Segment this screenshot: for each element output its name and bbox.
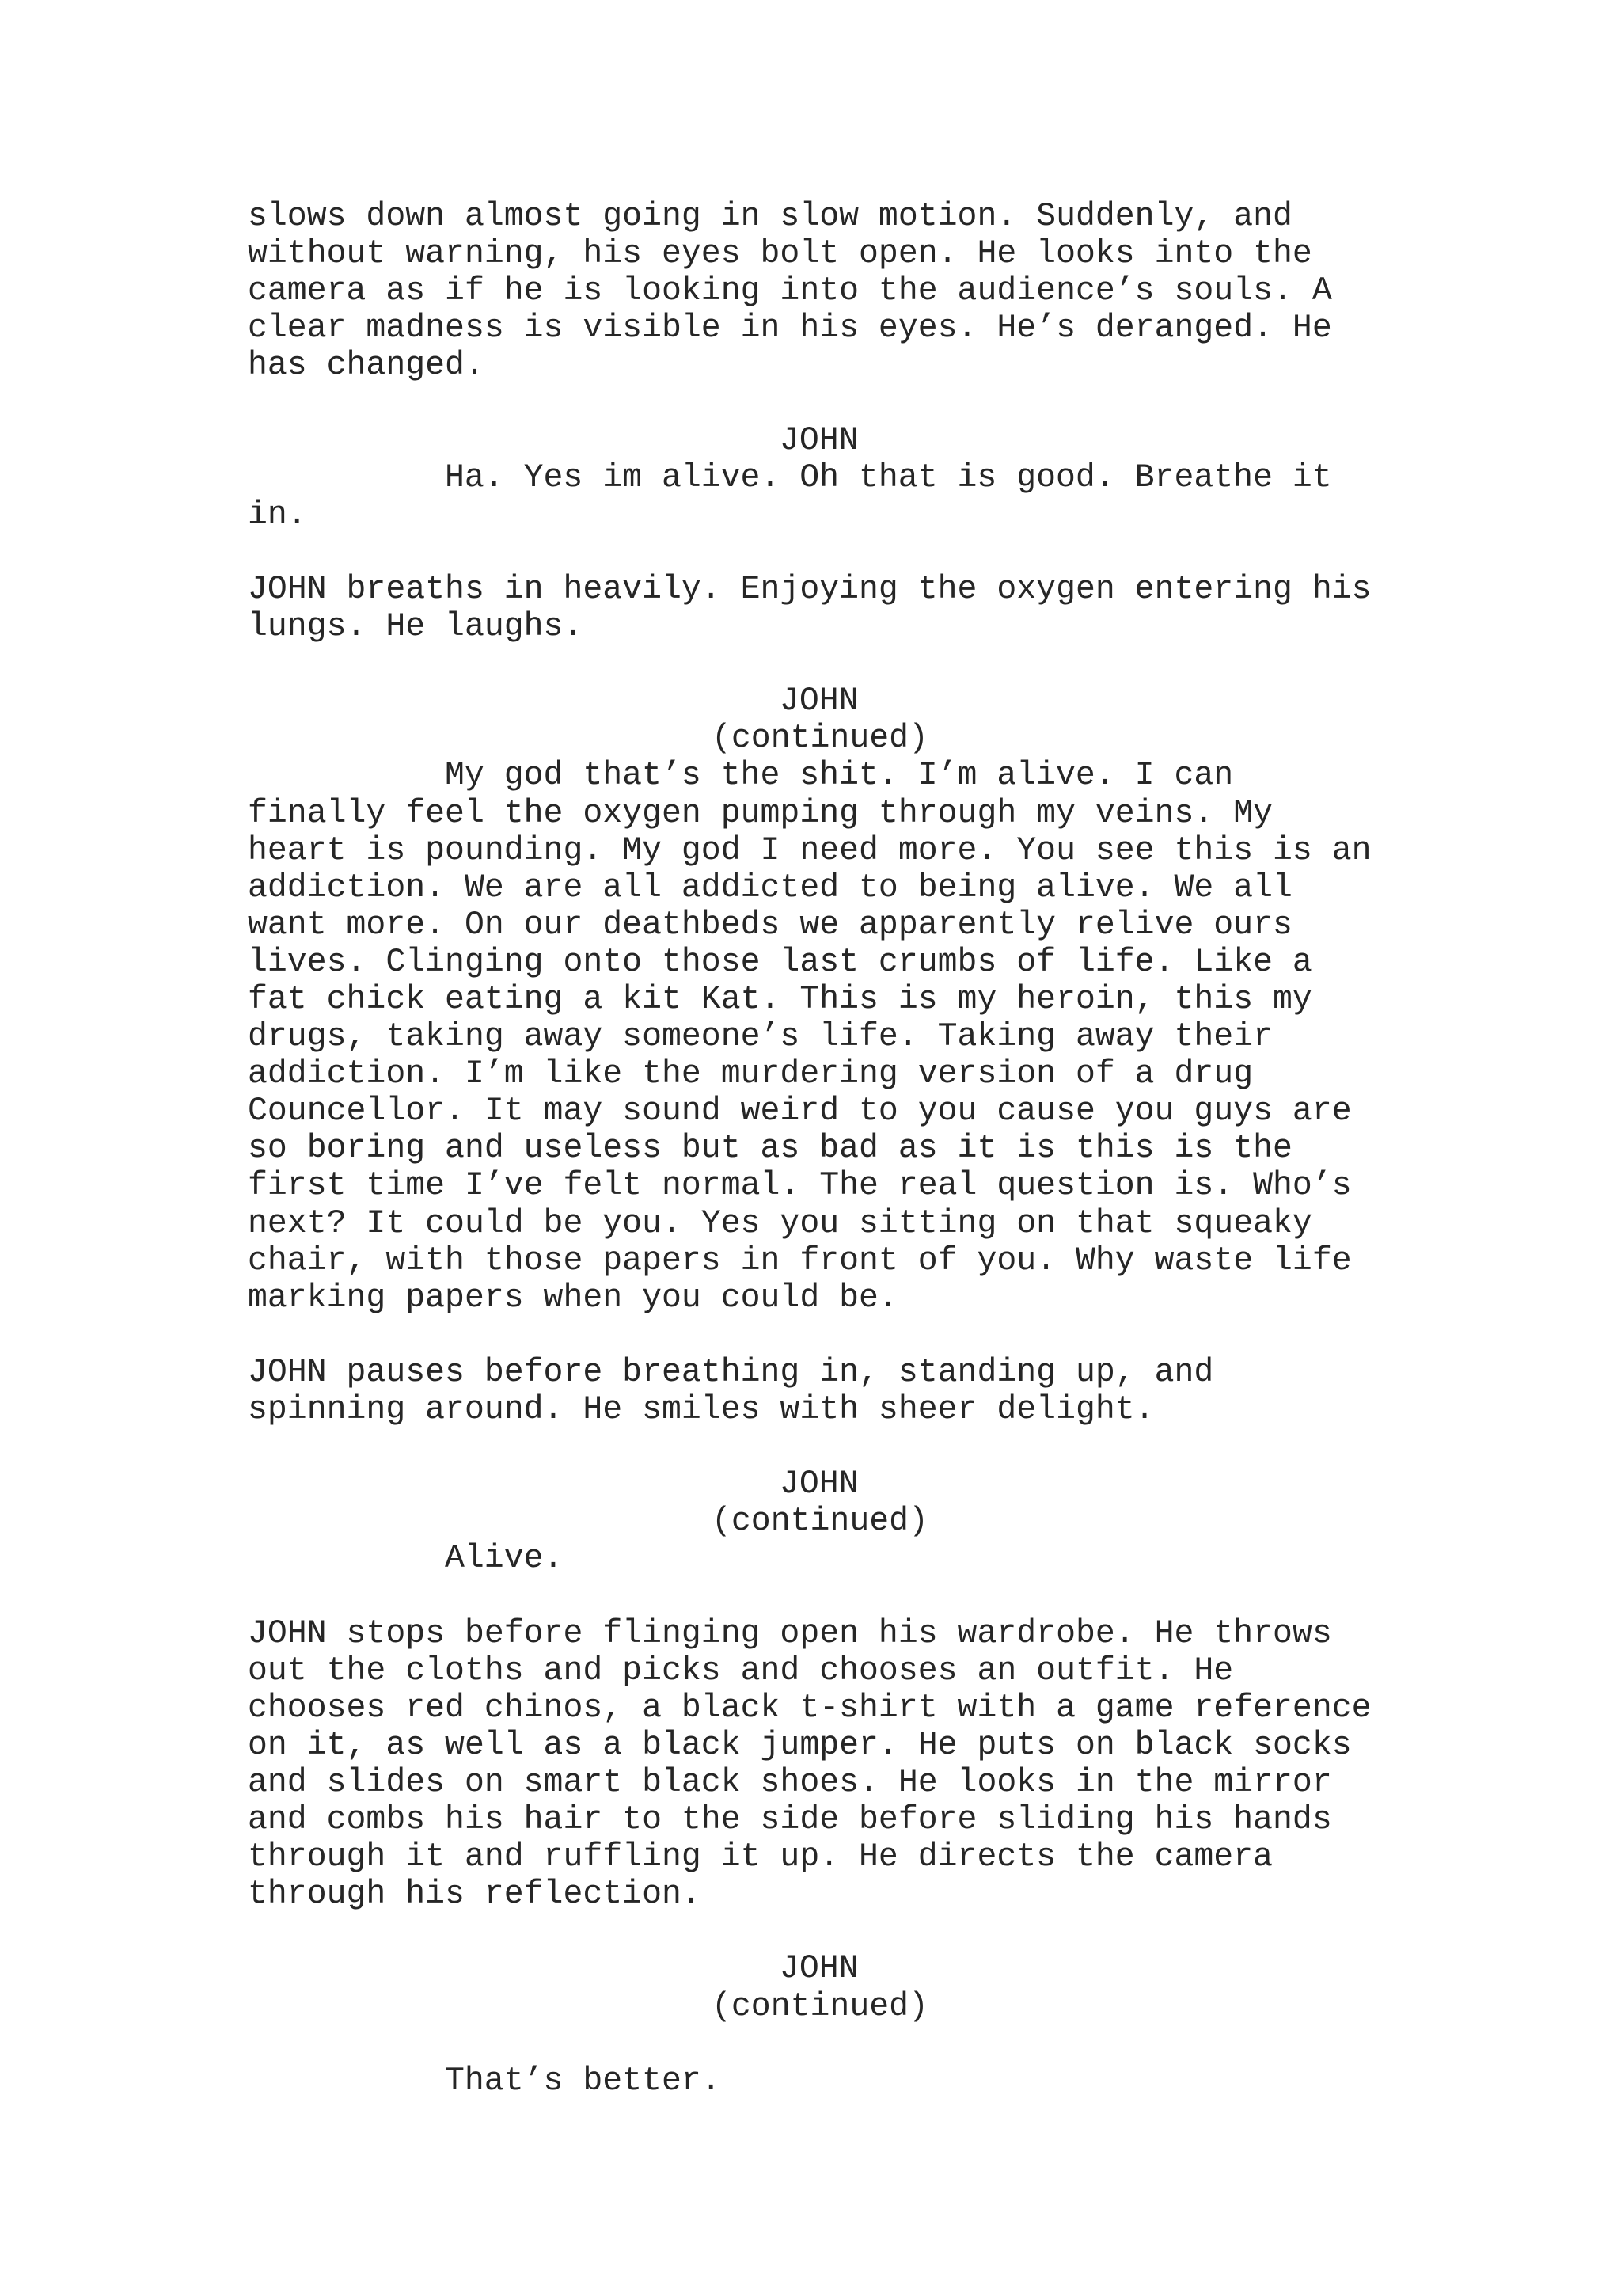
action-line: clear madness is visible in his eyes. He’s deranged. He	[248, 310, 1332, 348]
dialogue-line: next? It could be you. Yes you sitting on that squeaky	[248, 1204, 1312, 1242]
dialogue-line: so boring and useless but as bad as it is this is the	[248, 1130, 1293, 1168]
dialogue-block	[248, 1540, 1514, 1577]
action-line: chooses red chinos, a black t-shirt with a game reference	[248, 1689, 1372, 1727]
action-paragraph	[248, 198, 1514, 384]
character-cue: JOHN	[780, 1465, 859, 1503]
dialogue-line: marking papers when you could be.	[248, 1279, 898, 1317]
action-line: through his reflection.	[248, 1876, 701, 1914]
dialogue-block	[248, 757, 1514, 1316]
dialogue-line: My god that’s the shit. I’m alive. I can	[445, 757, 1234, 795]
dialogue-line: heart is pounding. My god I need more. You see this is an	[248, 831, 1372, 869]
action-line: JOHN pauses before breathing in, standing up, and	[248, 1353, 1214, 1391]
dialogue-line: Alive.	[445, 1540, 564, 1578]
action-paragraph	[248, 1615, 1514, 1914]
dialogue-line: lives. Clinging onto those last crumbs of life. Like a	[248, 943, 1312, 981]
character-cue: JOHN	[780, 682, 859, 720]
action-line: without warning, his eyes bolt open. He looks into the	[248, 235, 1312, 273]
dialogue-line: in.	[248, 496, 307, 534]
character-block	[248, 682, 1514, 757]
action-line: camera as if he is looking into the audience’s souls. A	[248, 272, 1332, 310]
parenthetical: (continued)	[712, 1987, 928, 2025]
action-line: and combs his hair to the side before sliding his hands	[248, 1801, 1332, 1839]
action-line: on it, as well as a black jumper. He puts on black socks	[248, 1726, 1352, 1764]
action-line: has changed.	[248, 347, 484, 385]
parenthetical: (continued)	[712, 1503, 928, 1541]
action-line: through it and ruffling it up. He directs the camera	[248, 1838, 1274, 1876]
dialogue-line: That’s better.	[445, 2062, 721, 2100]
parenthetical: (continued)	[712, 720, 928, 758]
character-block	[248, 1950, 1514, 2024]
dialogue-line: chair, with those papers in front of you. Why waste life	[248, 1241, 1352, 1279]
dialogue-line: fat chick eating a kit Kat. This is my heroin, this my	[248, 980, 1312, 1018]
action-paragraph	[248, 1354, 1514, 1428]
dialogue-line: Ha. Yes im alive. Oh that is good. Breathe it	[445, 458, 1332, 496]
character-block	[248, 422, 1514, 459]
action-line: slows down almost going in slow motion. Suddenly, and	[248, 198, 1293, 235]
dialogue-line: drugs, taking away someone’s life. Taking away their	[248, 1018, 1274, 1056]
action-line: spinning around. He smiles with sheer delight.	[248, 1391, 1155, 1428]
character-cue: JOHN	[780, 421, 859, 459]
dialogue-block	[248, 2062, 1514, 2100]
dialogue-line: finally feel the oxygen pumping through my veins. My	[248, 794, 1274, 832]
action-line: out the cloths and picks and chooses an outfit. He	[248, 1652, 1234, 1690]
character-block	[248, 1465, 1514, 1540]
action-line: JOHN stops before flinging open his wardrobe. He throws	[248, 1614, 1332, 1652]
action-line: and slides on smart black shoes. He looks in the mirror	[248, 1763, 1332, 1801]
dialogue-line: addiction. We are all addicted to being alive. We all	[248, 869, 1293, 907]
character-cue: JOHN	[780, 1950, 859, 1988]
action-line: lungs. He laughs.	[248, 608, 583, 646]
dialogue-line: Councellor. It may sound weird to you cause you guys are	[248, 1093, 1352, 1131]
dialogue-line: first time I’ve felt normal. The real question is. Who’s	[248, 1167, 1352, 1205]
dialogue-line: addiction. I’m like the murdering version of a drug	[248, 1055, 1254, 1093]
dialogue-block	[248, 459, 1514, 534]
action-line: JOHN breaths in heavily. Enjoying the oxygen entering his	[248, 570, 1372, 608]
screenplay-page	[248, 198, 1514, 2100]
dialogue-line: want more. On our deathbeds we apparently relive ours	[248, 906, 1293, 944]
action-paragraph	[248, 571, 1514, 645]
